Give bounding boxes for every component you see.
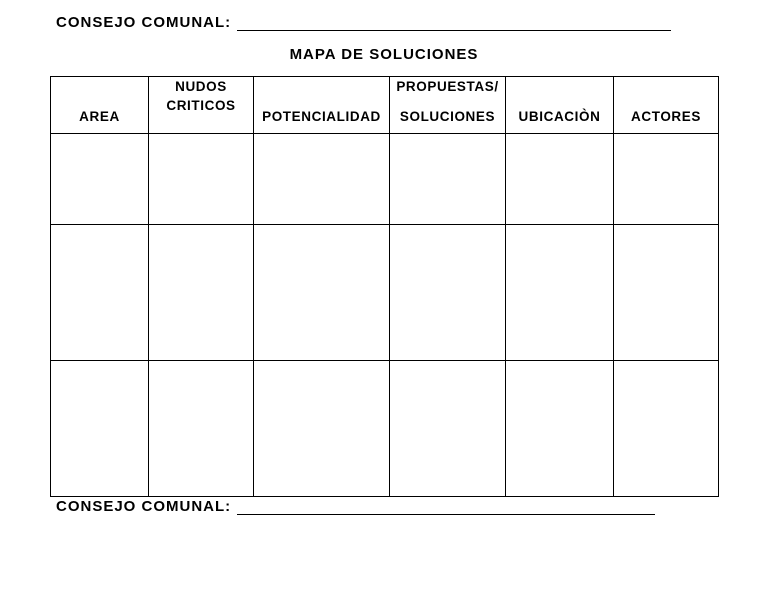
column-header-area bbox=[51, 77, 149, 134]
table-cell[interactable] bbox=[506, 225, 614, 361]
header-text: CRITICOS bbox=[166, 98, 236, 113]
table-cell[interactable] bbox=[254, 225, 390, 361]
table-cell[interactable] bbox=[506, 361, 614, 497]
page-title: MAPA DE SOLUCIONES bbox=[289, 46, 479, 63]
table-cell[interactable] bbox=[390, 361, 506, 497]
header-text: AREA bbox=[79, 109, 120, 124]
table-cell[interactable] bbox=[614, 361, 719, 497]
header-text: UBICACIÒN bbox=[518, 109, 601, 124]
consejo-comunal-label: CONSEJO COMUNAL: bbox=[56, 14, 232, 31]
solutions-table bbox=[50, 76, 719, 497]
consejo-comunal-blank-line[interactable] bbox=[237, 16, 671, 31]
header-text: POTENCIALIDAD bbox=[262, 109, 381, 124]
header-text: SOLUCIONES bbox=[399, 109, 496, 124]
table-cell[interactable] bbox=[254, 361, 390, 497]
consejo-comunal-label: CONSEJO COMUNAL: bbox=[56, 498, 232, 515]
table-cell[interactable] bbox=[614, 225, 719, 361]
table-header-row bbox=[51, 77, 719, 134]
table-row bbox=[51, 134, 719, 225]
table-cell[interactable] bbox=[149, 361, 254, 497]
column-header-potencialidad bbox=[254, 77, 390, 134]
table-cell[interactable] bbox=[506, 134, 614, 225]
consejo-comunal-blank-line[interactable] bbox=[237, 500, 655, 515]
table-cell[interactable] bbox=[254, 134, 390, 225]
column-header-ubicacion bbox=[506, 77, 614, 134]
column-header-propuestas-soluciones bbox=[390, 77, 506, 134]
column-header-actores bbox=[614, 77, 719, 134]
table-cell[interactable] bbox=[390, 134, 506, 225]
table-cell[interactable] bbox=[51, 361, 149, 497]
table-cell[interactable] bbox=[149, 134, 254, 225]
header-text: NUDOS bbox=[175, 79, 227, 94]
header-text: ACTORES bbox=[631, 109, 701, 124]
consejo-comunal-field-bottom bbox=[56, 498, 655, 515]
consejo-comunal-field-top bbox=[56, 14, 671, 31]
table-cell[interactable] bbox=[149, 225, 254, 361]
header-text: PROPUESTAS/ bbox=[396, 79, 499, 94]
table-cell[interactable] bbox=[51, 225, 149, 361]
table-cell[interactable] bbox=[51, 134, 149, 225]
table-cell[interactable] bbox=[614, 134, 719, 225]
table-row bbox=[51, 225, 719, 361]
table-cell[interactable] bbox=[390, 225, 506, 361]
column-header-nudos-criticos bbox=[149, 77, 254, 134]
table-row bbox=[51, 361, 719, 497]
